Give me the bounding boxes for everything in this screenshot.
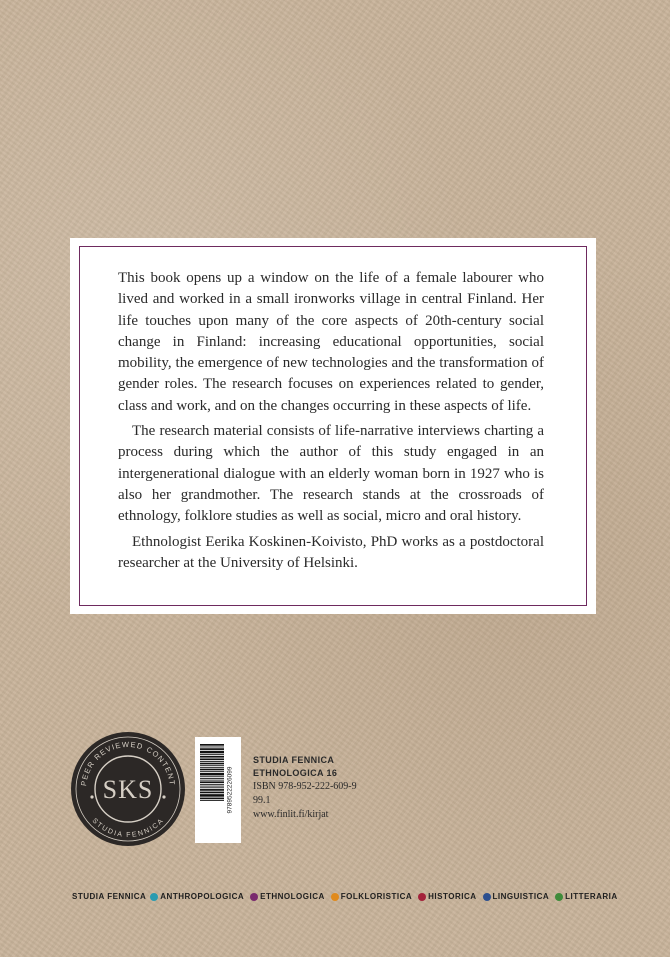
seal-ring-top: PEER REVIEWED CONTENT xyxy=(79,739,177,787)
barcode-bar xyxy=(200,754,224,755)
barcode-bar xyxy=(200,744,224,746)
classification-number: 99.1 xyxy=(253,795,271,806)
barcode-bar xyxy=(200,778,224,779)
barcode-bar xyxy=(200,776,224,777)
sks-seal-graphic xyxy=(70,731,186,847)
barcode-bar xyxy=(200,758,224,760)
barcode-bar xyxy=(200,798,224,800)
series-item-folkloristica: FOLKLORISTICA xyxy=(331,892,412,901)
series-name: STUDIA FENNICA xyxy=(253,755,335,765)
barcode-bar xyxy=(200,784,224,785)
barcode-bar xyxy=(200,780,224,781)
barcode-bars xyxy=(200,744,224,836)
barcode-number: 9789522226099 xyxy=(226,766,234,814)
series-dot-icon xyxy=(331,893,339,901)
series-item-ethnologica: ETHNOLOGICA xyxy=(250,892,325,901)
series-dot-icon xyxy=(483,893,491,901)
subseries-name: ETHNOLOGICA 16 xyxy=(253,768,338,778)
series-item-linguistica: LINGUISTICA xyxy=(483,892,550,901)
barcode-bar xyxy=(200,771,224,772)
series-item-anthropologica: ANTHROPOLOGICA xyxy=(150,892,244,901)
publication-info xyxy=(253,754,357,822)
publisher-url: www.finlit.fi/kirjat xyxy=(253,809,329,820)
isbn-text: ISBN 978-952-222-609-9 xyxy=(253,781,357,792)
blurb-paragraph-1: This book opens up a window on the life of a female labourer who lived and worked in a small ironworks village in central Finland. Her life touches upon many of the core aspects of 20th-century social change in Finland: increasing educational opportunities, social mobility, the emergence of new technologies and the transformation of gender roles. The research focuses on experiences related to gender, class and work, and on the changes occurring in these aspects of life. xyxy=(118,270,544,414)
series-bar-brand: STUDIA FENNICA xyxy=(72,892,147,901)
series-dot-icon xyxy=(418,893,426,901)
barcode-bar xyxy=(200,767,224,768)
series-dot-icon xyxy=(150,893,158,901)
series-dot-icon xyxy=(250,893,258,901)
barcode-bar xyxy=(200,789,224,791)
barcode-bar xyxy=(200,761,224,762)
series-item-litteraria: LITTERARIA xyxy=(555,892,618,901)
barcode-bar xyxy=(200,800,224,801)
barcode-bar xyxy=(200,748,224,750)
barcode-bar xyxy=(200,781,224,783)
barcode-bar xyxy=(200,786,224,787)
barcode-bar xyxy=(200,792,224,794)
series-dot-icon xyxy=(555,893,563,901)
barcode-bar xyxy=(200,794,224,797)
barcode-bar xyxy=(200,787,224,788)
blurb-text xyxy=(118,268,544,574)
isbn-barcode xyxy=(195,737,241,843)
series-bar xyxy=(72,892,618,901)
barcode-bar xyxy=(200,756,224,758)
sks-seal xyxy=(70,731,186,847)
barcode-bar xyxy=(200,747,224,748)
seal-center-text: SKS xyxy=(102,775,154,804)
blurb-paragraph-3: Ethnologist Eerika Koskinen-Koivisto, PhD works as a postdoctoral researcher at the University of Helsinki. xyxy=(118,533,544,571)
barcode-bar xyxy=(200,751,224,754)
barcode-bar xyxy=(200,763,224,765)
blurb-panel xyxy=(70,238,596,614)
seal-ring-bottom: STUDIA FENNICA xyxy=(90,817,166,840)
blurb-paragraph-2: The research material consists of life-narrative interviews charting a process during which the author of this study engaged in an intergenerational dialogue with an elderly woman born in 1927 who is also her grandmother. The research stands at the crossroads of ethnology, folklore studies as well as social, micro and oral history. xyxy=(118,423,544,525)
barcode-bar xyxy=(200,769,224,771)
barcode-bar xyxy=(200,765,224,766)
barcode-bar xyxy=(200,773,224,776)
series-item-historica: HISTORICA xyxy=(418,892,476,901)
